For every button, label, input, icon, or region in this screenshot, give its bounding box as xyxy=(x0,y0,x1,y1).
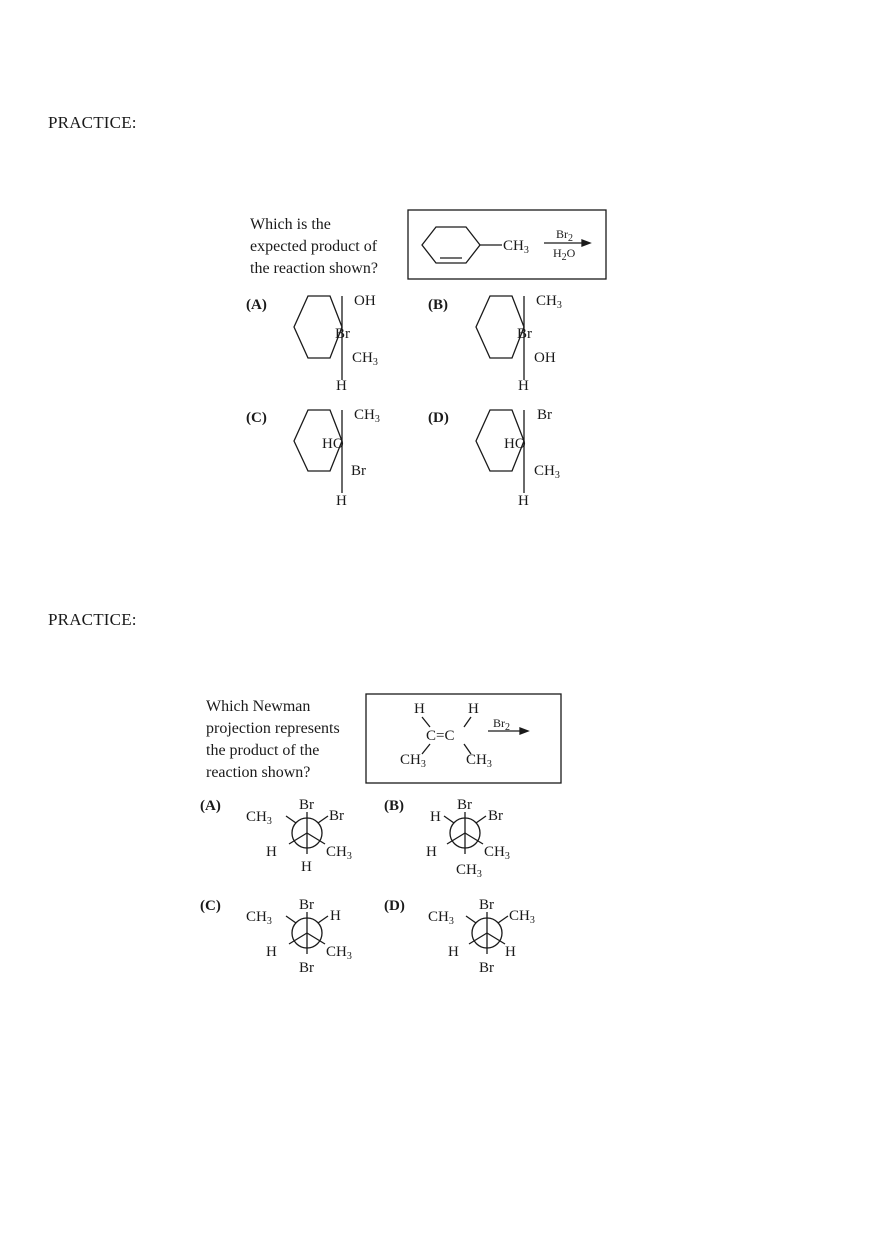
newman-d-lower-left: H xyxy=(448,944,459,960)
practice-heading-1: PRACTICE: xyxy=(48,113,137,132)
option-d xyxy=(428,407,560,509)
question-1-line-1: Which is the xyxy=(250,216,331,233)
newman-b-bottom-part-1: 3 xyxy=(476,869,482,880)
option-a-mid: Br xyxy=(335,326,350,342)
option-a-top: OH xyxy=(354,293,376,309)
reaction-1-reagent-bottom-part-1: 2 xyxy=(561,252,567,263)
reaction-2-alkene: C=C xyxy=(426,728,455,744)
practice-heading-2: PRACTICE: xyxy=(48,610,137,629)
option-b-label: (B) xyxy=(428,297,448,313)
newman-c-label: (C) xyxy=(200,898,221,914)
question-1-line-2: expected product of xyxy=(250,238,378,255)
newman-a-upper-left-part-1: 3 xyxy=(266,816,272,827)
question-1-figure xyxy=(240,205,620,515)
newman-b-label: (B) xyxy=(384,798,404,814)
option-a-label: (A) xyxy=(246,297,267,313)
option-b-top-part-1: 3 xyxy=(556,300,562,311)
newman-d-top: Br xyxy=(479,897,494,913)
newman-c-upper-left-part-0: CH xyxy=(246,909,267,925)
reaction-2-reagent-part-1: 2 xyxy=(505,722,510,733)
option-d-lower-part-1: 3 xyxy=(554,470,560,481)
option-d-bottom: H xyxy=(518,493,529,509)
newman-c-bottom: Br xyxy=(299,960,314,976)
newman-d-lower-right: H xyxy=(505,944,516,960)
option-a xyxy=(246,293,378,394)
question-1-text xyxy=(250,214,410,280)
reaction-2-me-left-sub: 3 xyxy=(420,759,426,770)
newman-b-lower-right xyxy=(484,844,510,862)
option-d-lower xyxy=(534,463,560,481)
option-c-mid: HO xyxy=(322,436,344,452)
option-c-top xyxy=(354,407,380,425)
reaction-1-group-sub: 3 xyxy=(523,245,529,256)
reaction-1-reagent-bottom-part-0: H xyxy=(553,246,562,260)
newman-d xyxy=(384,897,535,976)
reaction-1-reagent-bottom xyxy=(553,246,576,263)
question-2-line-2: projection represents xyxy=(206,720,340,737)
newman-d-bottom: Br xyxy=(479,960,494,976)
option-b-bottom: H xyxy=(518,378,529,394)
newman-a-upper-left-part-0: CH xyxy=(246,809,267,825)
newman-b-top: Br xyxy=(457,797,472,813)
reaction-2-reagent-part-0: Br xyxy=(493,716,505,730)
newman-a-lower-right-part-1: 3 xyxy=(346,851,352,862)
option-c-top-part-0: CH xyxy=(354,407,375,423)
newman-d-upper-left-part-0: CH xyxy=(428,909,449,925)
option-a-lower-part-1: 3 xyxy=(372,357,378,368)
reaction-2-box xyxy=(366,694,561,783)
newman-c xyxy=(200,897,352,976)
option-b-top-part-0: CH xyxy=(536,293,557,309)
reaction-1-group-main: CH xyxy=(503,238,524,254)
option-b-top xyxy=(536,293,562,311)
option-c-lower: Br xyxy=(351,463,366,479)
newman-d-upper-right-part-0: CH xyxy=(509,908,530,924)
question-2-line-4: reaction shown? xyxy=(206,764,311,781)
newman-c-upper-left xyxy=(246,909,272,927)
option-d-top: Br xyxy=(537,407,552,423)
newman-c-lower-right-part-1: 3 xyxy=(346,951,352,962)
option-d-mid: HO xyxy=(504,436,526,452)
option-c-top-part-1: 3 xyxy=(374,414,380,425)
newman-c-upper-left-part-1: 3 xyxy=(266,916,272,927)
newman-a-lower-right-part-0: CH xyxy=(326,844,347,860)
newman-a-top: Br xyxy=(299,797,314,813)
newman-a-bottom: H xyxy=(301,859,312,875)
newman-c-top: Br xyxy=(299,897,314,913)
question-2-text xyxy=(206,696,366,784)
newman-d-upper-left xyxy=(428,909,454,927)
reaction-1-box xyxy=(408,210,606,279)
option-a-lower xyxy=(352,350,378,368)
newman-b-bottom-part-0: CH xyxy=(456,862,477,878)
reaction-2-me-right-sub: 3 xyxy=(486,759,492,770)
option-a-lower-part-0: CH xyxy=(352,350,373,366)
newman-b-lower-left: H xyxy=(426,844,437,860)
newman-b-lower-right-part-1: 3 xyxy=(504,851,510,862)
newman-d-upper-left-part-1: 3 xyxy=(448,916,454,927)
option-a-bottom: H xyxy=(336,378,347,394)
reaction-1-reagent-top xyxy=(556,227,573,244)
newman-b-upper-left: H xyxy=(430,809,441,825)
reaction-2-me-right-main: CH xyxy=(466,752,487,768)
newman-d-upper-right xyxy=(509,908,535,926)
reaction-2-me-left xyxy=(400,752,426,770)
newman-a-label: (A) xyxy=(200,798,221,814)
reaction-2-h-right: H xyxy=(468,701,479,717)
question-1-line-3: the reaction shown? xyxy=(250,260,378,277)
newman-a-lower-right xyxy=(326,844,352,862)
newman-c-lower-right xyxy=(326,944,352,962)
option-c xyxy=(246,407,380,509)
newman-c-lower-left: H xyxy=(266,944,277,960)
reaction-1-group xyxy=(503,238,529,256)
reaction-2-me-left-main: CH xyxy=(400,752,421,768)
newman-c-upper-right: H xyxy=(330,908,341,924)
question-2-line-3: the product of the xyxy=(206,742,320,759)
newman-a-upper-left xyxy=(246,809,272,827)
newman-d-label: (D) xyxy=(384,898,405,914)
newman-a-upper-right: Br xyxy=(329,808,344,824)
option-b xyxy=(428,293,562,394)
option-d-lower-part-0: CH xyxy=(534,463,555,479)
newman-b-upper-right: Br xyxy=(488,808,503,824)
cyclohexene-ring xyxy=(422,227,480,263)
option-c-label: (C) xyxy=(246,410,267,426)
newman-d-upper-right-part-1: 3 xyxy=(529,915,535,926)
newman-c-lower-right-part-0: CH xyxy=(326,944,347,960)
question-2-line-1: Which Newman xyxy=(206,698,311,715)
option-d-label: (D) xyxy=(428,410,449,426)
reaction-1-reagent-top-part-0: Br xyxy=(556,227,568,241)
option-b-lower: OH xyxy=(534,350,556,366)
question-2-figure xyxy=(196,690,576,980)
newman-b xyxy=(384,797,510,880)
reaction-2-me-right xyxy=(466,752,492,770)
reaction-2-h-left: H xyxy=(414,701,425,717)
newman-b-bottom xyxy=(456,862,482,880)
newman-a-lower-left: H xyxy=(266,844,277,860)
reaction-1-reagent-top-part-1: 2 xyxy=(568,233,573,244)
option-b-mid: Br xyxy=(517,326,532,342)
newman-a xyxy=(200,797,352,875)
reaction-1-reagent-bottom-part-2: O xyxy=(566,246,576,260)
newman-b-lower-right-part-0: CH xyxy=(484,844,505,860)
option-c-bottom: H xyxy=(336,493,347,509)
